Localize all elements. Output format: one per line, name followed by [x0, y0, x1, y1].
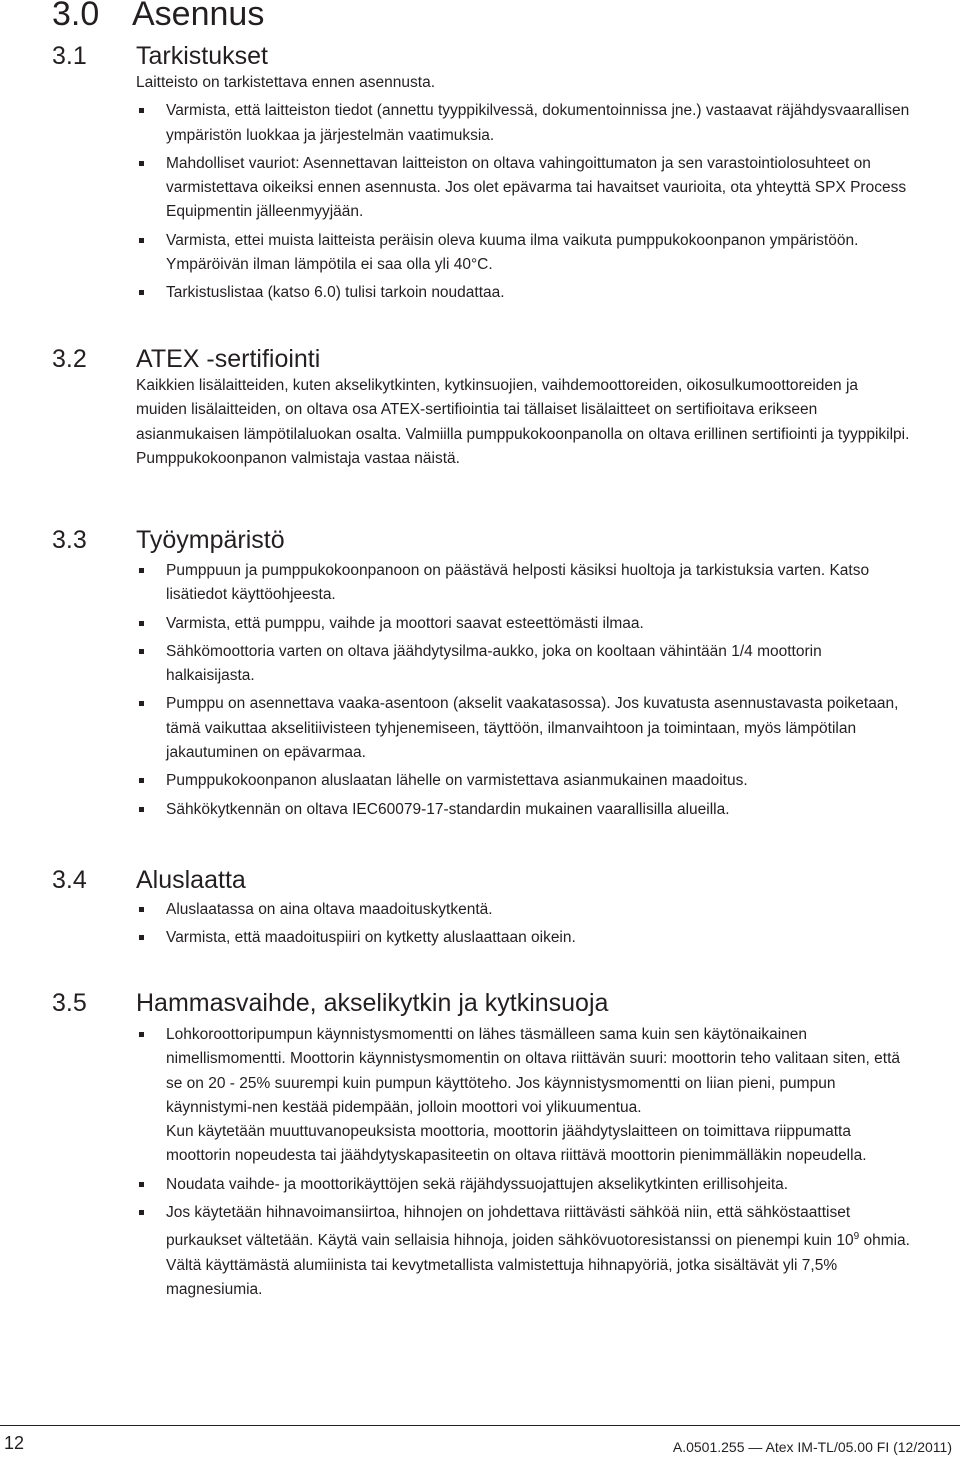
list-item	[136, 1173, 912, 1197]
list-item	[136, 798, 912, 822]
bullet-list	[136, 99, 912, 305]
bullet-icon	[139, 1210, 144, 1215]
intro-text: Laitteisto on tarkistettava ennen asennusta.	[136, 74, 436, 91]
document-code: A.0501.255 — Atex IM-TL/05.00 FI (12/2011)	[672, 1439, 952, 1455]
section-heading	[52, 41, 912, 71]
list-item-text: Aluslaatassa on aina oltava maadoituskytkentä.	[166, 901, 493, 918]
bullet-icon	[139, 1182, 144, 1187]
exponent: 9	[853, 1231, 860, 1243]
section-title: Aluslaatta	[136, 866, 246, 894]
list-item	[136, 281, 912, 305]
chapter-heading	[52, 0, 264, 36]
bullet-icon	[139, 108, 144, 113]
bullet-list	[136, 559, 912, 822]
list-item-text: Lohkoroottoripumpun käynnistysmomentti on lähes täsmälleen sama kuin sen käytönaikainen nimellismomentti. Moottorin käynnistysmomentin on oltava riittävän suuri: moottorin teho valitaan siten, että se on 20 - 25% suurempi kuin pumpun käyttöteho. Jos käynnistysmomentti on liian pieni, pumpun käynnistymi-nen kestää pidempään, jolloin moottori voi ylikuumentua.	[166, 1026, 901, 1116]
list-item	[136, 229, 912, 278]
bullet-icon	[139, 807, 144, 812]
list-item	[136, 898, 912, 922]
section-body	[136, 898, 912, 951]
list-item	[136, 559, 912, 608]
list-item-text: Sähkökytkennän on oltava IEC60079-17-standardin mukainen vaarallisilla alueilla.	[166, 800, 730, 818]
section-3-1	[52, 41, 912, 310]
list-item-text: Jos käytetään hihnavoimansiirtoa, hihnojen on johdettava riittävästi sähköä niin, että sähköstaattiset purkaukset vältetään. Käytä vain sellaisia hihnoja, joiden sähkövuotoresistanssi on pienempi kuin 10	[166, 1204, 854, 1250]
section-3-4	[52, 865, 912, 955]
section-title: Hammasvaihde, akselikytkin ja kytkinsuoja	[136, 989, 609, 1017]
section-body	[136, 559, 912, 822]
list-item-text: Pumppuun ja pumppukokoonpanoon on päästävä helposti käsiksi huoltoja ja tarkistuksia varten. Katso lisätiedot käyttöohjeesta.	[166, 562, 870, 604]
section-3-2	[52, 344, 912, 471]
bullet-icon	[139, 621, 144, 626]
list-item-text: Pumppu on asennettava vaaka-asentoon (akselit vaakatasossa). Jos kuvatusta asennustavasta poiketaan, tämä vaikuttaa akselitiivisteen tyhjenemiseen, täyttöön, ilmanvaihtoon ja toimintaan, myös lämpötilan jakautuminen on epävarmaa.	[166, 695, 899, 762]
section-paragraph: Kaikkien lisälaitteiden, kuten akselikytkinten, kytkinsuojien, vaihdemoottoreiden, oikosulkumoottoreiden ja muiden lisälaitteiden, on oltava osa ATEX-sertifiointia tai tällaiset lisälaitteet on sertifioitava erikseen asianmukaisen lämpötilaluokan osalta. Valmiilla pumppukokoonpanolla on oltava erillinen sertifiointi ja tyyppikilpi. Pumppukokoonpanon valmistaja vastaa näistä.	[136, 377, 910, 467]
section-title: ATEX -sertifiointi	[136, 345, 321, 373]
list-item	[136, 640, 912, 689]
section-body	[136, 374, 912, 471]
section-heading	[52, 865, 912, 898]
bullet-icon	[139, 568, 144, 573]
section-number: 3.4	[52, 866, 87, 894]
section-number: 3.3	[52, 526, 87, 554]
bullet-icon	[139, 701, 144, 706]
section-number: 3.2	[52, 345, 87, 373]
list-item-text: Sähkömoottoria varten on oltava jäähdytysilma-aukko, joka on kooltaan vähintään 1/4 moottorin halkaisijasta.	[166, 642, 822, 685]
list-item	[136, 692, 912, 765]
footer-divider	[0, 1425, 960, 1426]
section-heading	[52, 344, 912, 374]
bullet-icon	[139, 238, 144, 243]
list-item-text: Varmista, ettei muista laitteista peräisin oleva kuuma ilma vaikuta pumppukokoonpanon ympäristöön. Ympäröivän ilman lämpötila ei saa olla yli 40°C.	[166, 231, 859, 274]
chapter-title: Asennus	[132, 0, 265, 33]
list-item-text: Tarkistuslistaa (katso 6.0) tulisi tarkoin noudattaa.	[166, 284, 505, 302]
list-item-text: Pumppukokoonpanon aluslaatan lähelle on varmistettava asianmukainen maadoitus.	[166, 772, 748, 790]
section-number: 3.5	[52, 989, 87, 1017]
section-body	[136, 71, 912, 306]
section-heading	[52, 988, 912, 1023]
list-item	[136, 99, 912, 148]
bullet-icon	[139, 649, 144, 654]
list-item-text: Varmista, että laitteiston tiedot (annettu tyyppikilvessä, dokumentoinnissa jne.) vastaavat räjähdysvaarallisen ympäristön luokkaa ja järjestelmän vaatimuksia.	[166, 102, 910, 144]
page-number: 12	[4, 1433, 25, 1453]
bullet-icon	[139, 1032, 144, 1037]
list-item-text: Varmista, että pumppu, vaihde ja moottori saavat esteettömästi ilmaa.	[166, 614, 644, 632]
list-item	[136, 926, 912, 950]
list-item-text: Mahdolliset vauriot: Asennettavan laitteiston on oltava vahingoittumaton ja sen varastointiolosuhteet on varmistettava oikeiksi ennen asennusta. Jos olet epävarma tai havaitset vaurioita, ota yhteyttä SPX Process Equipmentin jälleenmyyjään.	[166, 154, 907, 221]
list-item	[136, 1023, 912, 1169]
section-title: Työympäristö	[136, 526, 285, 554]
list-item-text-end: ohmia. Vältä käyttämästä alumiinista tai kevytmetallista valmistettuja hihnapyöriä, jotka sisältävät yli 7,5% magnesiumia.	[166, 1232, 910, 1299]
bullet-list	[136, 1023, 912, 1302]
list-item	[136, 1201, 912, 1302]
section-title: Tarkistukset	[136, 42, 268, 70]
bullet-icon	[139, 907, 144, 912]
bullet-icon	[139, 935, 144, 940]
list-item	[136, 612, 912, 636]
section-number: 3.1	[52, 42, 87, 70]
bullet-icon	[139, 778, 144, 783]
section-heading	[52, 525, 912, 559]
list-item	[136, 152, 912, 225]
list-item	[136, 769, 912, 793]
section-3-3	[52, 525, 912, 826]
section-3-5	[52, 988, 912, 1306]
chapter-number: 3.0	[52, 0, 100, 33]
section-body	[136, 1023, 912, 1302]
bullet-icon	[139, 161, 144, 166]
list-item-text: Varmista, että maadoituspiiri on kytketty aluslaattaan oikein.	[166, 929, 576, 947]
bullet-list	[136, 898, 912, 951]
list-item-text: Noudata vaihde- ja moottorikäyttöjen sekä räjähdyssuojattujen akselikytkinten erillisohjeita.	[166, 1175, 789, 1193]
list-item-text-continued: Kun käytetään muuttuvanopeuksista moottoria, moottorin jäähdytyslaitteen on toimittava riippumatta moottorin nopeudesta tai jäähdytyskapasiteetin on oltava riittävä moottorin pienimmälläkin nopeudella.	[166, 1123, 867, 1165]
bullet-icon	[139, 290, 144, 295]
